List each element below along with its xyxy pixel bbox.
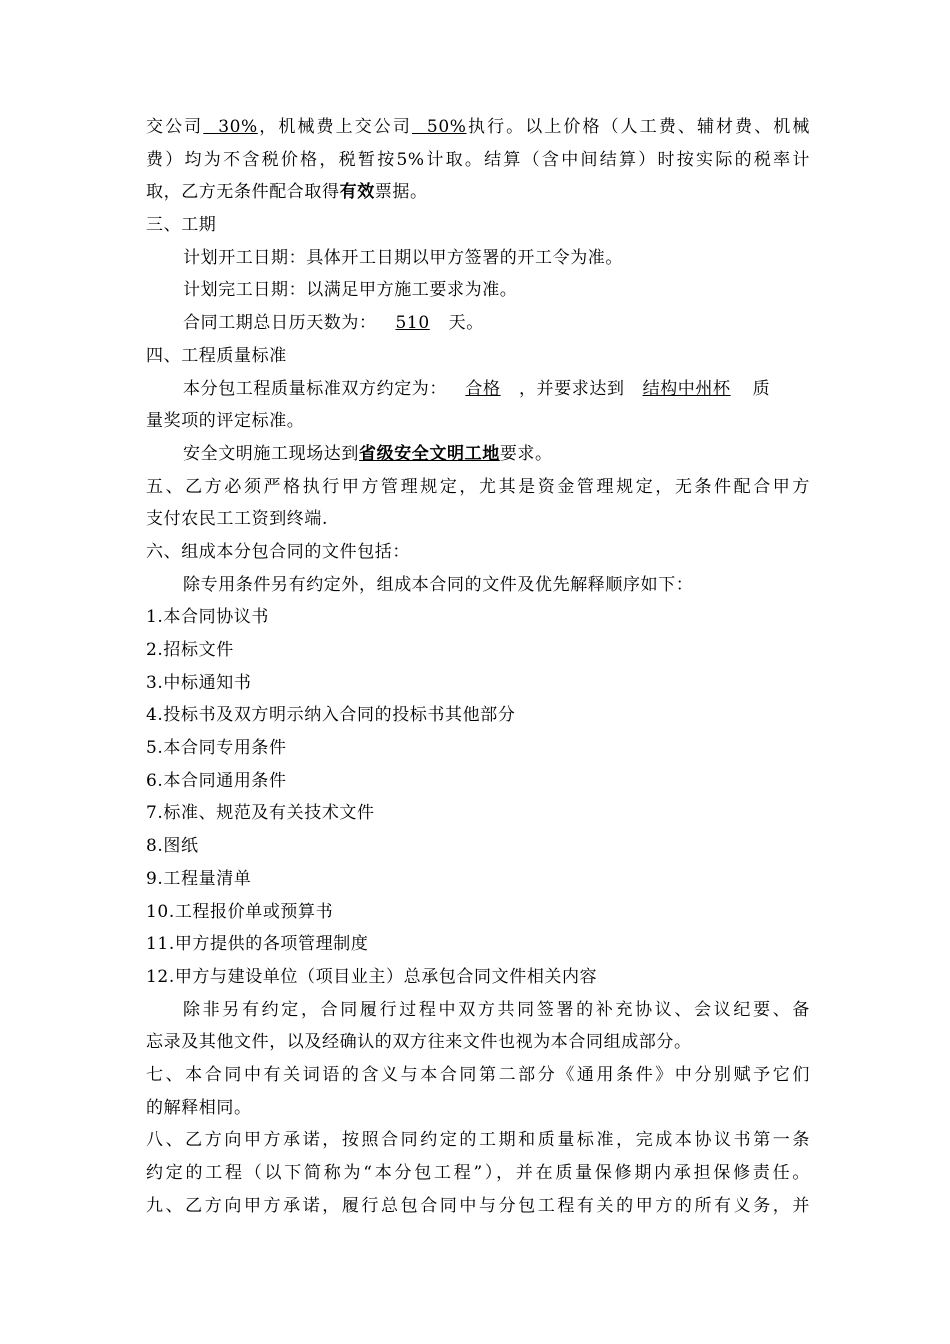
quality-line-1	[146, 373, 810, 406]
text-fragment: ，机械费上交公司	[257, 117, 412, 137]
section-3-heading: 三、工期	[146, 215, 217, 236]
document-list-item: 12.甲方与建设单位（项目业主）总承包合同文件相关内容	[146, 966, 598, 987]
document-list-item: 11.甲方提供的各项管理制度	[146, 934, 369, 955]
section-6-heading: 六、组成本分包合同的文件包括：	[146, 541, 410, 562]
text-fragment: 安全文明施工现场达到	[183, 443, 359, 464]
contract-page	[146, 111, 810, 1222]
section-6-note-line-2: 忘录及其他文件，以及经确认的双方往来文件也视为本合同组成部分。	[146, 1032, 692, 1053]
days-label: 合同工期总日历天数为：	[183, 313, 377, 334]
labor-fee-percent: 30%	[203, 117, 258, 137]
quality-grade	[447, 373, 519, 406]
days-value-text: 510	[395, 313, 430, 334]
bold-valid: 有效	[339, 182, 375, 203]
quality-grade-text: 合格	[465, 378, 501, 399]
text-fragment: ，并要求达到	[519, 378, 625, 399]
days-value	[377, 307, 449, 340]
section-7-line-2: 的解释相同。	[146, 1097, 252, 1118]
fee-line-3	[146, 176, 810, 209]
document-list-item: 4.投标书及双方明示纳入合同的投标书其他部分	[146, 705, 516, 726]
text-fragment: 票据。	[374, 182, 428, 203]
provincial-safe-site: 省级安全文明工地	[359, 443, 500, 464]
document-list-item: 8.图纸	[146, 836, 199, 857]
text-fragment: 执行。以上价格（人工费、辅材费、机械	[466, 117, 810, 137]
section-5-line-2: 支付农民工工资到终端.	[146, 509, 329, 530]
quality-award-text: 结构中州杯	[642, 378, 731, 399]
section-6-note-line-1: 除非另有约定，合同履行过程中双方共同签署的补充协议、会议纪要、备	[183, 999, 810, 1020]
section-8-line-2: 约定的工程（以下简称为“本分包工程”），并在质量保修期内承担保修责任。	[146, 1163, 810, 1183]
fee-line-2: 费）均为不含税价格，税暂按5%计取。结算（含中间结算）时按实际的税率计	[146, 149, 810, 170]
total-calendar-days	[146, 307, 810, 340]
safety-standard	[146, 438, 810, 471]
text-fragment: 质	[752, 378, 771, 399]
section-5-line-1: 五、乙方必须严格执行甲方管理规定，尤其是资金管理规定，无条件配合甲方	[146, 476, 810, 497]
text-fragment: 要求。	[499, 443, 553, 464]
quality-line-2: 量奖项的评定标准。	[146, 411, 305, 432]
document-list-item: 2.招标文件	[146, 640, 234, 660]
section-6-intro: 除专用条件另有约定外，组成本合同的文件及优先解释顺序如下：	[183, 574, 694, 595]
planned-end-date: 计划完工日期：以满足甲方施工要求为准。	[183, 280, 518, 301]
section-4-heading: 四、工程质量标准	[146, 345, 287, 366]
days-unit: 天。	[448, 313, 484, 334]
document-list-item: 7.标准、规范及有关技术文件	[146, 803, 375, 824]
text-fragment: 本分包工程质量标准双方约定为：	[183, 378, 447, 399]
planned-start-date: 计划开工日期：具体开工日期以甲方签署的开工令为准。	[183, 247, 623, 268]
text-fragment: 交公司	[146, 117, 204, 137]
document-list-item: 9.工程量清单	[146, 868, 252, 889]
section-9-line-1: 九、乙方向甲方承诺，履行总包合同中与分包工程有关的甲方的所有义务，并	[146, 1195, 810, 1216]
document-list-item: 6.本合同通用条件	[146, 770, 287, 791]
section-8-line-1: 八、乙方向甲方承诺，按照合同约定的工期和质量标准，完成本协议书第一条	[146, 1130, 810, 1151]
document-list-item: 3.中标通知书	[146, 672, 252, 693]
machine-fee-percent: 50%	[411, 117, 467, 137]
document-list-item: 1.本合同协议书	[146, 607, 270, 628]
quality-award	[625, 373, 749, 406]
document-list-item: 10.工程报价单或预算书	[146, 901, 334, 922]
fee-line-1	[146, 111, 810, 144]
text-fragment: 取，乙方无条件配合取得	[146, 182, 340, 203]
section-7-line-1: 七、本合同中有关词语的含义与本合同第二部分《通用条件》中分别赋予它们	[146, 1064, 810, 1085]
document-list-item: 5.本合同专用条件	[146, 738, 287, 759]
